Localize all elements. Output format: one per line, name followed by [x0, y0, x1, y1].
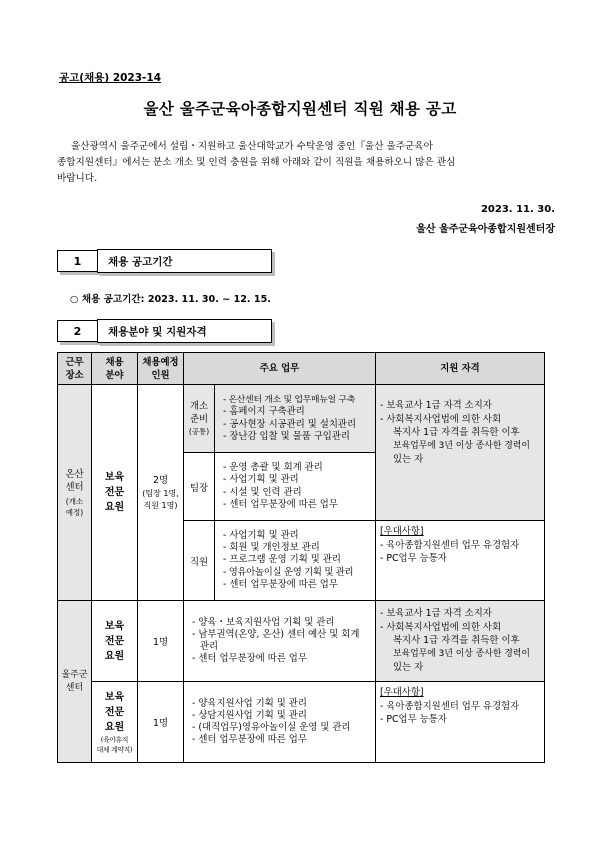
- onsan-field-cell: 보육 전문 요원: [92, 385, 138, 601]
- table-header-row: [58, 353, 545, 385]
- section-1-title: 채용 공고기간: [97, 249, 272, 273]
- recruitment-table: [57, 352, 545, 763]
- table-row: [58, 682, 545, 763]
- announcement-date: 2023. 11. 30.: [480, 204, 555, 215]
- header-location: 근무 장소: [58, 353, 92, 385]
- onsan-preference: [우대사항] - 육아종합지원센터 업무 유경험자 - PC업무 능통자: [376, 521, 545, 601]
- recruitment-period: ○ 채용 공고기간: 2023. 11. 30. ~ 12. 15.: [70, 294, 271, 305]
- uljugun-location-cell: 울주군 센터: [58, 601, 92, 763]
- onsan-location-cell: 온산 센터 (개소 예정): [58, 385, 92, 601]
- uljugun-count-cell-2: 1명: [138, 682, 184, 763]
- onsan-leader-duties: - 운영 총괄 및 회계 관리 - 사업기획 및 관리 - 시설 및 인력 관리 - 센터 업무분장에 따른 업무: [215, 453, 376, 521]
- uljugun-field-cell-1: 보육 전문 요원: [92, 601, 138, 682]
- section-2-number: 2: [57, 320, 98, 342]
- uljugun-preference: [우대사항] - 육아종합지원센터 업무 유경험자 - PC업무 능통자: [376, 682, 545, 763]
- onsan-opening-duties: - 온산센터 개소 및 업무매뉴얼 구축 - 홈페이지 구축관리 - 공사현장 시공관리 및 설치관리 - 장난감 입찰 및 물품 구입관리: [215, 385, 376, 453]
- onsan-staff-duties: - 사업기획 및 관리 - 회원 및 개인정보 관리 - 프로그램 운영 기획 및 관리 - 영유아놀이실 운영 기획 및 관리 - 센터 업무분장에 따른 업무: [215, 521, 376, 601]
- intro-line-2: 종합지원센터』에서는 분소 개소 및 인력 충원을 위해 아래와 같이 직원을 채용하오니 많은 관심: [57, 157, 456, 168]
- page-title: 울산 울주군육아종합지원센터 직원 채용 공고: [143, 100, 457, 118]
- intro-line-3: 바랍니다.: [57, 173, 98, 184]
- uljugun-field-cell-2: 보육 전문 요원 (육아휴직 대체 계약직): [92, 682, 138, 763]
- document-number: 공고(채용) 2023-14: [59, 72, 162, 84]
- issuer: 울산 울주군육아종합지원센터장: [416, 224, 555, 235]
- header-duties: 주요 업무: [184, 353, 376, 385]
- header-planned: 채용예정 인원: [138, 353, 184, 385]
- uljugun-qualification: - 보육교사 1급 자격 소지자 - 사회복지사업법에 의한 사회 복지사 1급 자격을 취득한 이후 보육업무에 3년 이상 종사한 경력이 있는 자: [376, 601, 545, 682]
- header-field: 채용 분야: [92, 353, 138, 385]
- onsan-count-cell: 2명 (팀장 1명, 직원 1명): [138, 385, 184, 601]
- onsan-staff-role: 직원: [184, 521, 215, 601]
- onsan-opening-role: 개소 준비 (공통): [184, 385, 215, 453]
- table-row: [58, 385, 545, 453]
- section-1-number: 1: [57, 250, 98, 272]
- header-qualification: 지원 자격: [376, 353, 545, 385]
- onsan-leader-role: 팀장: [184, 453, 215, 521]
- intro-line-1: 울산광역시 울주군에서 설립・지원하고 울산대학교가 수탁운영 중인『울산 울주군육아: [71, 141, 433, 152]
- uljugun-duties-1: - 양육・보육지원사업 기획 및 관리 - 남부권역(온양, 온산) 센터 예산 및 회계 관리 - 센터 업무분장에 따른 업무: [184, 601, 376, 682]
- table-row: [58, 601, 545, 682]
- section-2-title: 채용분야 및 지원자격: [97, 319, 272, 343]
- onsan-qualification: - 보육교사 1급 자격 소지자 - 사회복지사업법에 의한 사회 복지사 1급 자격을 취득한 이후 보육업무에 3년 이상 종사한 경력이 있는 자: [376, 385, 545, 521]
- uljugun-duties-2: - 양육지원사업 기획 및 관리 - 상담지원사업 기획 및 관리 - (대직업무)영유아놀이실 운영 및 관리 - 센터 업무분장에 따른 업무: [184, 682, 376, 763]
- uljugun-count-cell-1: 1명: [138, 601, 184, 682]
